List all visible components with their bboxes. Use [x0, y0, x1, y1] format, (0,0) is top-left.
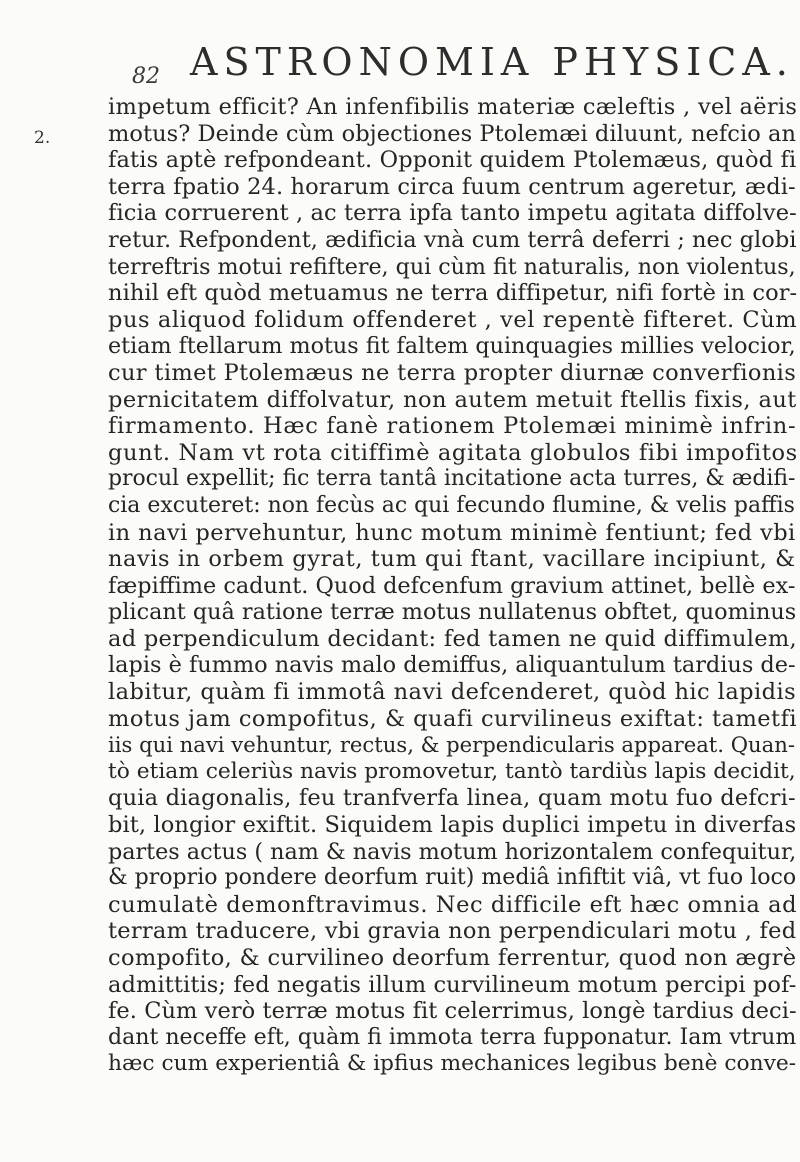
text-line: lapis è fummo navis malo demiffus, aliquantulum tardius de-	[108, 652, 796, 679]
page-number: 82	[132, 64, 160, 89]
text-line: quia diagonalis, feu tranfverfa linea, quam motu fuo defcri-	[108, 785, 796, 812]
text-line: fatis aptè refpondeant. Opponit quidem Ptolemæus, quòd fi	[108, 147, 797, 174]
text-line: plicant quâ ratione terræ motus nullatenus obftet, quominus	[108, 599, 797, 626]
text-line: nihil eft quòd metuamus ne terra diffipetur, nifi fortè in cor-	[108, 280, 798, 307]
text-line: cumulatè demonftravimus. Nec difficile eft hæc omnia ad	[108, 891, 798, 918]
text-line: impetum efficit? An infenfibilis materiæ cæleftis , vel aëris	[108, 94, 798, 120]
text-line: partes actus ( nam & navis motum horizontalem confequitur,	[108, 838, 797, 865]
text-line: navis in orbem gyrat, tum qui ftant, vacillare incipiunt, &	[108, 546, 796, 573]
text-line: labitur, quàm fi immotâ navi defcenderet, quòd hic lapidis	[108, 679, 797, 706]
text-line: procul expellit; fic terra tantâ incitatione acta turres, & ædifi-	[108, 466, 796, 492]
text-line: etiam ftellarum motus fit faltem quinquagies millies velocior,	[108, 333, 796, 360]
text-line: iis qui navi vehuntur, rectus, & perpendicularis appareat. Quan-	[108, 732, 795, 758]
text-line: terram traducere, vbi gravia non perpendiculari motu , fed	[108, 918, 797, 945]
text-line: pernicitatem diffolvatur, non autem metuit ftellis fixis, aut	[108, 386, 797, 413]
text-line: ad perpendiculum decidant: fed tamen ne quid diffimulem,	[108, 625, 797, 652]
text-line: firmamento. Hæc fanè rationem Ptolemæi minimè infrin-	[108, 413, 797, 440]
text-line: & proprio pondere deorfum ruit) mediâ infiftit viâ, vt fuo loco	[108, 865, 797, 891]
running-head: ASTRONOMIA PHYSICA.	[190, 40, 794, 84]
text-line: ficia corruerent , ac terra ipfa tanto impetu agitata diffolve-	[108, 200, 797, 227]
text-line: compofito, & curvilineo deorfum ferrentur, quod non ægrè	[108, 945, 797, 971]
text-line: fæpiffime cadunt. Quod defcenfum gravium attinet, bellè ex-	[108, 572, 796, 599]
page-header	[132, 24, 794, 89]
text-line: hæc cum experientiâ & ipfius mechanices legibus benè conve-	[108, 1051, 797, 1077]
text-line: terreftris motui refiftere, qui cùm fit naturalis, non violentus,	[108, 253, 796, 280]
text-line: in navi pervehuntur, hunc motum minimè fentiunt; fed vbi	[108, 519, 796, 546]
text-line: tò etiam celeriùs navis promovetur, tantò tardiùs lapis decidit,	[108, 758, 796, 784]
text-line: dant neceffe eft, quàm fi immota terra fupponatur. Iam vtrum	[108, 1024, 797, 1050]
text-line: bit, longior exiftit. Siquidem lapis duplici impetu in diverfas	[108, 812, 797, 839]
text-line: gunt. Nam vt rota citiffimè agitata globulos fibi impofitos	[108, 439, 798, 466]
text-line: pus aliquod folidum offenderet , vel repentè fifteret. Cùm	[108, 306, 798, 333]
text-line: admittitis; fed negatis illum curvilineum motum percipi pof-	[108, 971, 797, 998]
text-line: cia excuteret: non fecùs ac qui fecundo flumine, & velis paffis	[108, 492, 795, 518]
text-line: terra fpatio 24. horarum circa fuum centrum ageretur, ædi-	[108, 173, 796, 200]
body-text	[108, 94, 798, 1078]
text-line: fe. Cùm verò terræ motus fit celerrimus, longè tardius deci-	[108, 998, 797, 1025]
marginal-note: 2.	[34, 128, 51, 148]
text-line: retur. Refpondent, ædificia vnà cum terrâ deferri ; nec globi	[108, 226, 797, 253]
text-line: motus jam compofitus, & quafi curvilineus exiftat: tametfi	[108, 705, 798, 732]
text-line: cur timet Ptolemæus ne terra propter diurnæ converfionis	[108, 359, 797, 386]
text-line: motus? Deinde cùm objectiones Ptolemæi diluunt, nefcio an	[108, 120, 797, 147]
